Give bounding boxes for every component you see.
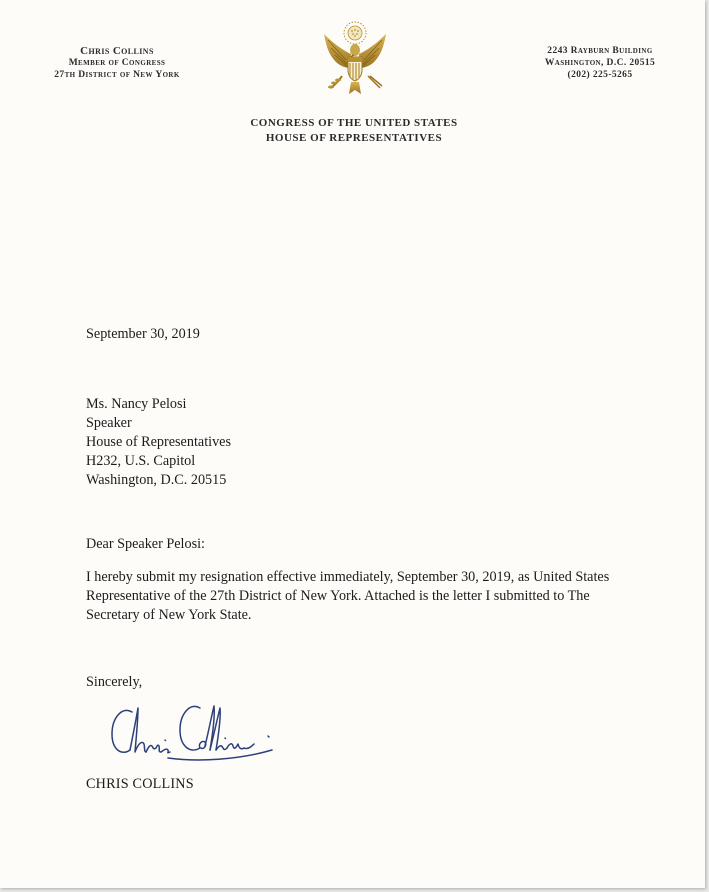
recipient-line: Washington, D.C. 20515 [86, 472, 227, 488]
house-heading: HOUSE OF REPRESENTATIVES [265, 132, 443, 144]
member-title: Member of Congress [68, 58, 166, 68]
signatory-name: CHRIS COLLINS [86, 776, 194, 792]
letter-body [86, 568, 609, 625]
recipient-line: H232, U.S. Capitol [86, 453, 196, 469]
salutation: Dear Speaker Pelosi: [86, 536, 205, 552]
office-phone: (202) 225-5265 [567, 70, 633, 80]
office-address-line2: Washington, D.C. 20515 [544, 58, 656, 68]
chamber-heading [180, 116, 528, 146]
closing: Sincerely, [86, 674, 143, 690]
letter-date: September 30, 2019 [86, 326, 200, 342]
recipient-address [86, 395, 231, 490]
body-line: I hereby submit my resignation effective immediately, September 30, 2019, as United States [86, 569, 610, 585]
member-name: Chris Collins [80, 45, 154, 57]
body-line: Representative of the 27th District of New York. Attached is the letter I submitted to The [86, 588, 590, 604]
great-seal-eagle-icon [318, 20, 392, 98]
body-line: Secretary of New York State. [86, 607, 252, 623]
congress-heading: CONGRESS OF THE UNITED STATES [250, 117, 458, 129]
office-address-line1: 2243 Rayburn Building [547, 46, 653, 56]
letterhead-office-block [505, 45, 695, 81]
handwritten-signature [108, 700, 278, 766]
member-district: 27th District of New York [54, 70, 180, 80]
recipient-line: Ms. Nancy Pelosi [86, 396, 187, 412]
letterhead-member-block [22, 45, 212, 81]
recipient-line: Speaker [86, 415, 132, 431]
recipient-line: House of Representatives [86, 434, 231, 450]
